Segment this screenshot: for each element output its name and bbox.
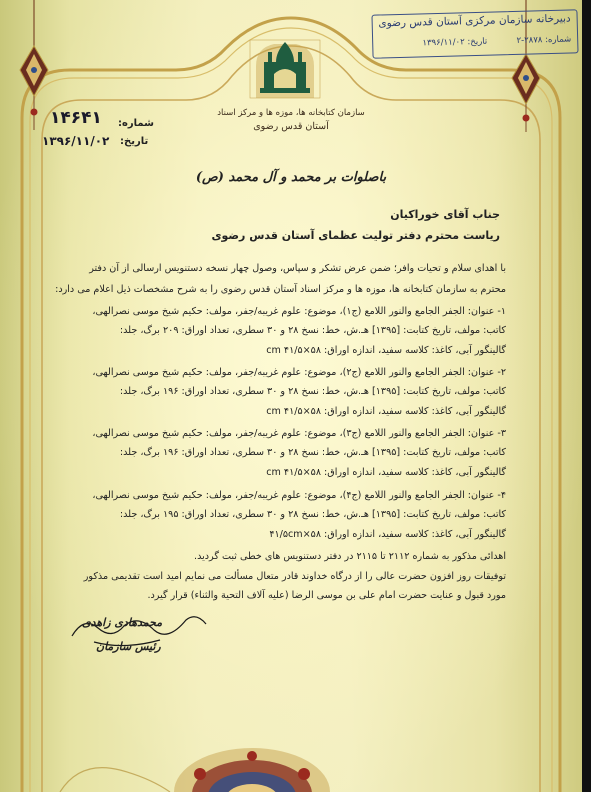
item-line: گالینگور آبی، کاغذ: کلاسه سفید، اندازه اوراق: ۵۸×۴۱/۵ cm xyxy=(266,406,506,417)
item-line: کاتب: مولف، تاریخ کتابت: [۱۳۹۵] هـ.ش، خط: نسخ ۲۸ و ۳۰ سطری، تعداد اوراق: ۲۰۹ برگ، جلد: xyxy=(119,325,506,336)
intro-line: محترم به سازمان کتابخانه ها، موزه ها و مرکز اسناد آستان قدس رضوی را به شرح مشخصات ذیل اعلام می دارد: xyxy=(55,284,506,295)
item-line: گالینگور آبی، کاغذ: کلاسه سفید، اندازه اوراق: ۵۸×۴۱/۵ cm xyxy=(266,467,506,478)
signatory-name: محمدهادی زاهدی xyxy=(82,616,163,629)
item-line: ۲- عنوان: الجفر الجامع والنور اللامع (ج۲)، موضوع: علوم غریبه/جفر، مولف: حکیم شیخ موسی نصرالهی، xyxy=(92,367,506,378)
closing-line: مورد قبول و عنایت حضرت امام علی بن موسی الرضا (علیه آلاف التحیة والثناء) قرار گیرد. xyxy=(147,590,506,601)
stamp-number: شماره: ۲۸۷۸-۲ xyxy=(516,34,572,46)
closing-line: اهدائی مذکور به شماره ۲۱۱۲ تا ۲۱۱۵ در دفتر دستنویس های خطی ثبت گردید. xyxy=(194,551,506,562)
item-line: ۳- عنوان: الجفر الجامع والنور اللامع (ج۳)، موضوع: علوم غریبه/جفر، مولف: حکیم شیخ موسی نصرالهی، xyxy=(92,428,506,439)
item-line: کاتب: مولف، تاریخ کتابت: [۱۳۹۵] هـ.ش، خط: نسخ ۲۸ و ۳۰ سطری، تعداد اوراق: ۱۹۶ برگ، جلد: xyxy=(119,447,506,458)
item-line: گالینگور آبی، کاغذ: کلاسه سفید، اندازه اوراق: ۵۸×۴۱/۵cm xyxy=(269,529,506,540)
item-line: کاتب: مولف، تاریخ کتابت: [۱۳۹۵] هـ.ش، خط: نسخ ۲۸ و ۳۰ سطری، تعداد اوراق: ۱۹۵ برگ، جلد: xyxy=(119,509,506,520)
item-line: کاتب: مولف، تاریخ کتابت: [۱۳۹۵] هـ.ش، خط: نسخ ۲۸ و ۳۰ سطری، تعداد اوراق: ۱۹۶ برگ، جلد: xyxy=(119,386,506,397)
letter-number-value: ۱۴۶۴۱ xyxy=(50,108,102,128)
bottom-left-flourish xyxy=(60,768,170,792)
astan-quds-logo-icon xyxy=(246,38,324,102)
recipient-title: ریاست محترم دفتر تولیت عظمای آستان قدس رضوی xyxy=(211,229,500,242)
letter-date-label: تاریخ: xyxy=(120,136,149,147)
bottom-medallion-ornament xyxy=(174,748,330,792)
item-line: ۱- عنوان: الجفر الجامع والنور اللامع (ج۱)، موضوع: علوم غریبه/جفر، مولف: حکیم شیخ موسی نصرالهی، xyxy=(92,306,506,317)
invocation-line: باصلوات بر محمد و آل محمد (ص) xyxy=(195,170,387,185)
photo-edge xyxy=(582,0,591,792)
logo-caption-org: سازمان کتابخانه ها، موزه ها و مرکز اسناد xyxy=(217,108,365,118)
item-line: گالینگور آبی، کاغذ: کلاسه سفید، اندازه اوراق: ۵۸×۴۱/۵ cm xyxy=(266,345,506,356)
intro-line: با اهدای سلام و تحیات وافر؛ ضمن عرض تشکر و سپاس، وصول چهار نسخه دستنویس ارسالی از آن دفتر xyxy=(89,263,506,274)
letter-date-value: ۱۳۹۶/۱۱/۰۲ xyxy=(42,134,110,148)
item-line: ۴- عنوان: الجفر الجامع والنور اللامع (ج۴)، موضوع: علوم غریبه/جفر، مولف: حکیم شیخ موسی نصرالهی، xyxy=(92,490,506,501)
letter-number-label: شماره: xyxy=(118,118,154,129)
stamp-date: تاریخ: ۱۳۹۶/۱۱/۰۲ xyxy=(422,36,488,49)
logo-caption-astan: آستان قدس رضوی xyxy=(253,121,329,132)
registration-stamp xyxy=(371,9,578,58)
stamp-title: دبیرخانه سازمان مرکزی آستان قدس رضوی xyxy=(378,12,571,30)
signatory-title: رئیس سازمان xyxy=(96,640,161,653)
closing-line: توفیقات روز افزون حضرت عالی را از درگاه خداوند قادر متعال مسألت می نمایم امید است تقدیمی مذکور xyxy=(83,571,506,582)
recipient-name: جناب آقای خوراکیان xyxy=(390,208,500,221)
